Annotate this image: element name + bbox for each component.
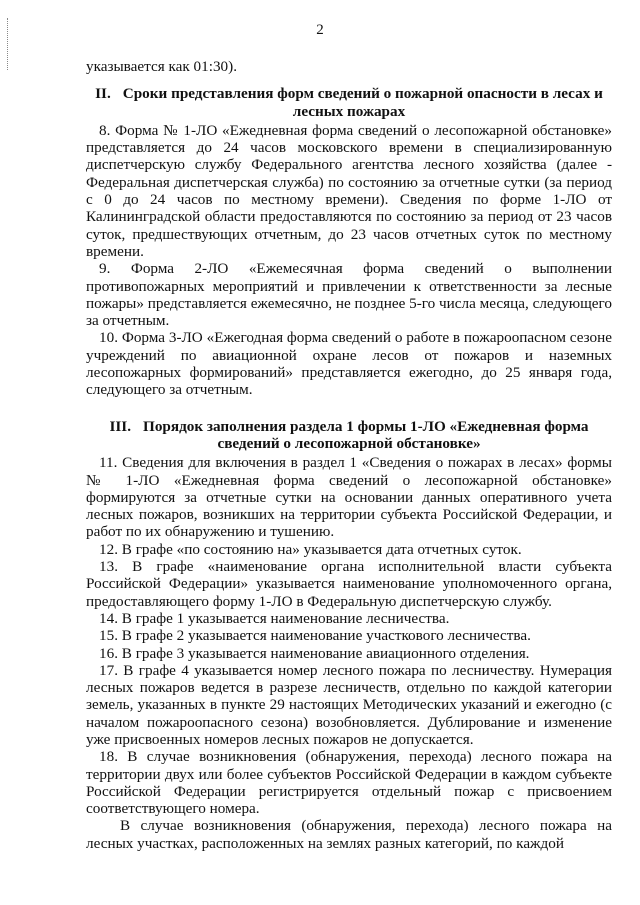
- item-8: 8. Форма № 1-ЛО «Ежедневная форма сведений о лесопожарной обстановке» представляется до 24 часов московского времени в специализированную диспетчерскую службу Федерального агентства лесного хозяйства (далее - Федеральная диспетчерская служба) по состоянию за отчетные сутки (за период с 0 до 24 часов по местному времени). Сведения по форме 1-ЛО от Калининградской области предоставляются по состоянию за период от 23 часов суток, предшествующих отчетным, до 23 часов отчетных суток по местному времени.: [86, 121, 612, 260]
- item-17: 17. В графе 4 указывается номер лесного пожара по лесничеству. Нумерация лесных пожаров ведется в разрезе лесничеств, отдельно по каждой категории земель, указанных в пункте 29 настоящих Методических указаний и ежегодно (с началом пожароопасного сезона) возобновляется. Дублирование и изменение уже присвоенных номеров лесных пожаров не допускается.: [86, 661, 612, 748]
- item-10: 10. Форма 3-ЛО «Ежегодная форма сведений о работе в пожароопасном сезоне учреждений по авиационной охране лесов от пожаров и наземных лесопожарных формирований» представляется ежегодно, до 25 января года, следующего за отчетным.: [86, 329, 612, 399]
- section-2-numeral: II.: [95, 85, 111, 103]
- page-number: 2: [316, 22, 324, 38]
- item-16: 16. В графе 3 указывается наименование авиационного отделения.: [99, 644, 530, 662]
- paragraph-continuation: указывается как 01:30).: [86, 58, 237, 75]
- document-body: [86, 58, 612, 852]
- section-3-numeral: III.: [109, 417, 131, 435]
- section-3-title: Порядок заполнения раздела 1 формы 1-ЛО «Ежедневная форма сведений о лесопожарной обстановке»: [143, 417, 589, 452]
- item-18: 18. В случае возникновения (обнаружения, перехода) лесного пожара на территории двух или более субъектов Российской Федерации в каждом субъекте Российской Федерации регистрируется отдельный пожар с присвоением соответствующего номера.: [86, 748, 612, 818]
- item-13: 13. В графе «наименование органа исполнительной власти субъекта Российской Федерации» указывается наименование уполномоченного органа, предоставляющего форму 1-ЛО в Федеральную диспетчерскую службу.: [86, 558, 612, 610]
- section-2-heading: [86, 85, 612, 120]
- item-15: 15. В графе 2 указывается наименование участкового лесничества.: [99, 627, 531, 645]
- item-11: 11. Сведения для включения в раздел 1 «Сведения о пожарах в лесах» формы № 1-ЛО «Ежедневная форма сведений о лесопожарной обстановке» формируются за отчетные сутки на основании данных оперативного учета лесных пожаров, возникших на территории субъекта Российской Федерации, и работ по их обнаружению и тушению.: [86, 454, 612, 541]
- section-2-title: Сроки представления форм сведений о пожарной опасности в лесах и лесных пожарах: [122, 85, 603, 120]
- item-9: 9. Форма 2-ЛО «Ежемесячная форма сведений о выполнении противопожарных мероприятий и привлечении к ответственности за лесные пожары» представляется ежемесячно, не позднее 5-го числа месяца, следующего за отчетным.: [86, 260, 612, 330]
- item-18-continuation: В случае возникновения (обнаружения, перехода) лесного пожара на лесных участках, расположенных на землях разных категорий, по каждой: [86, 817, 612, 852]
- item-12: 12. В графе «по состоянию на» указывается дата отчетных суток.: [99, 540, 522, 558]
- item-14: 14. В графе 1 указывается наименование лесничества.: [99, 609, 450, 627]
- section-3-heading: [86, 418, 612, 453]
